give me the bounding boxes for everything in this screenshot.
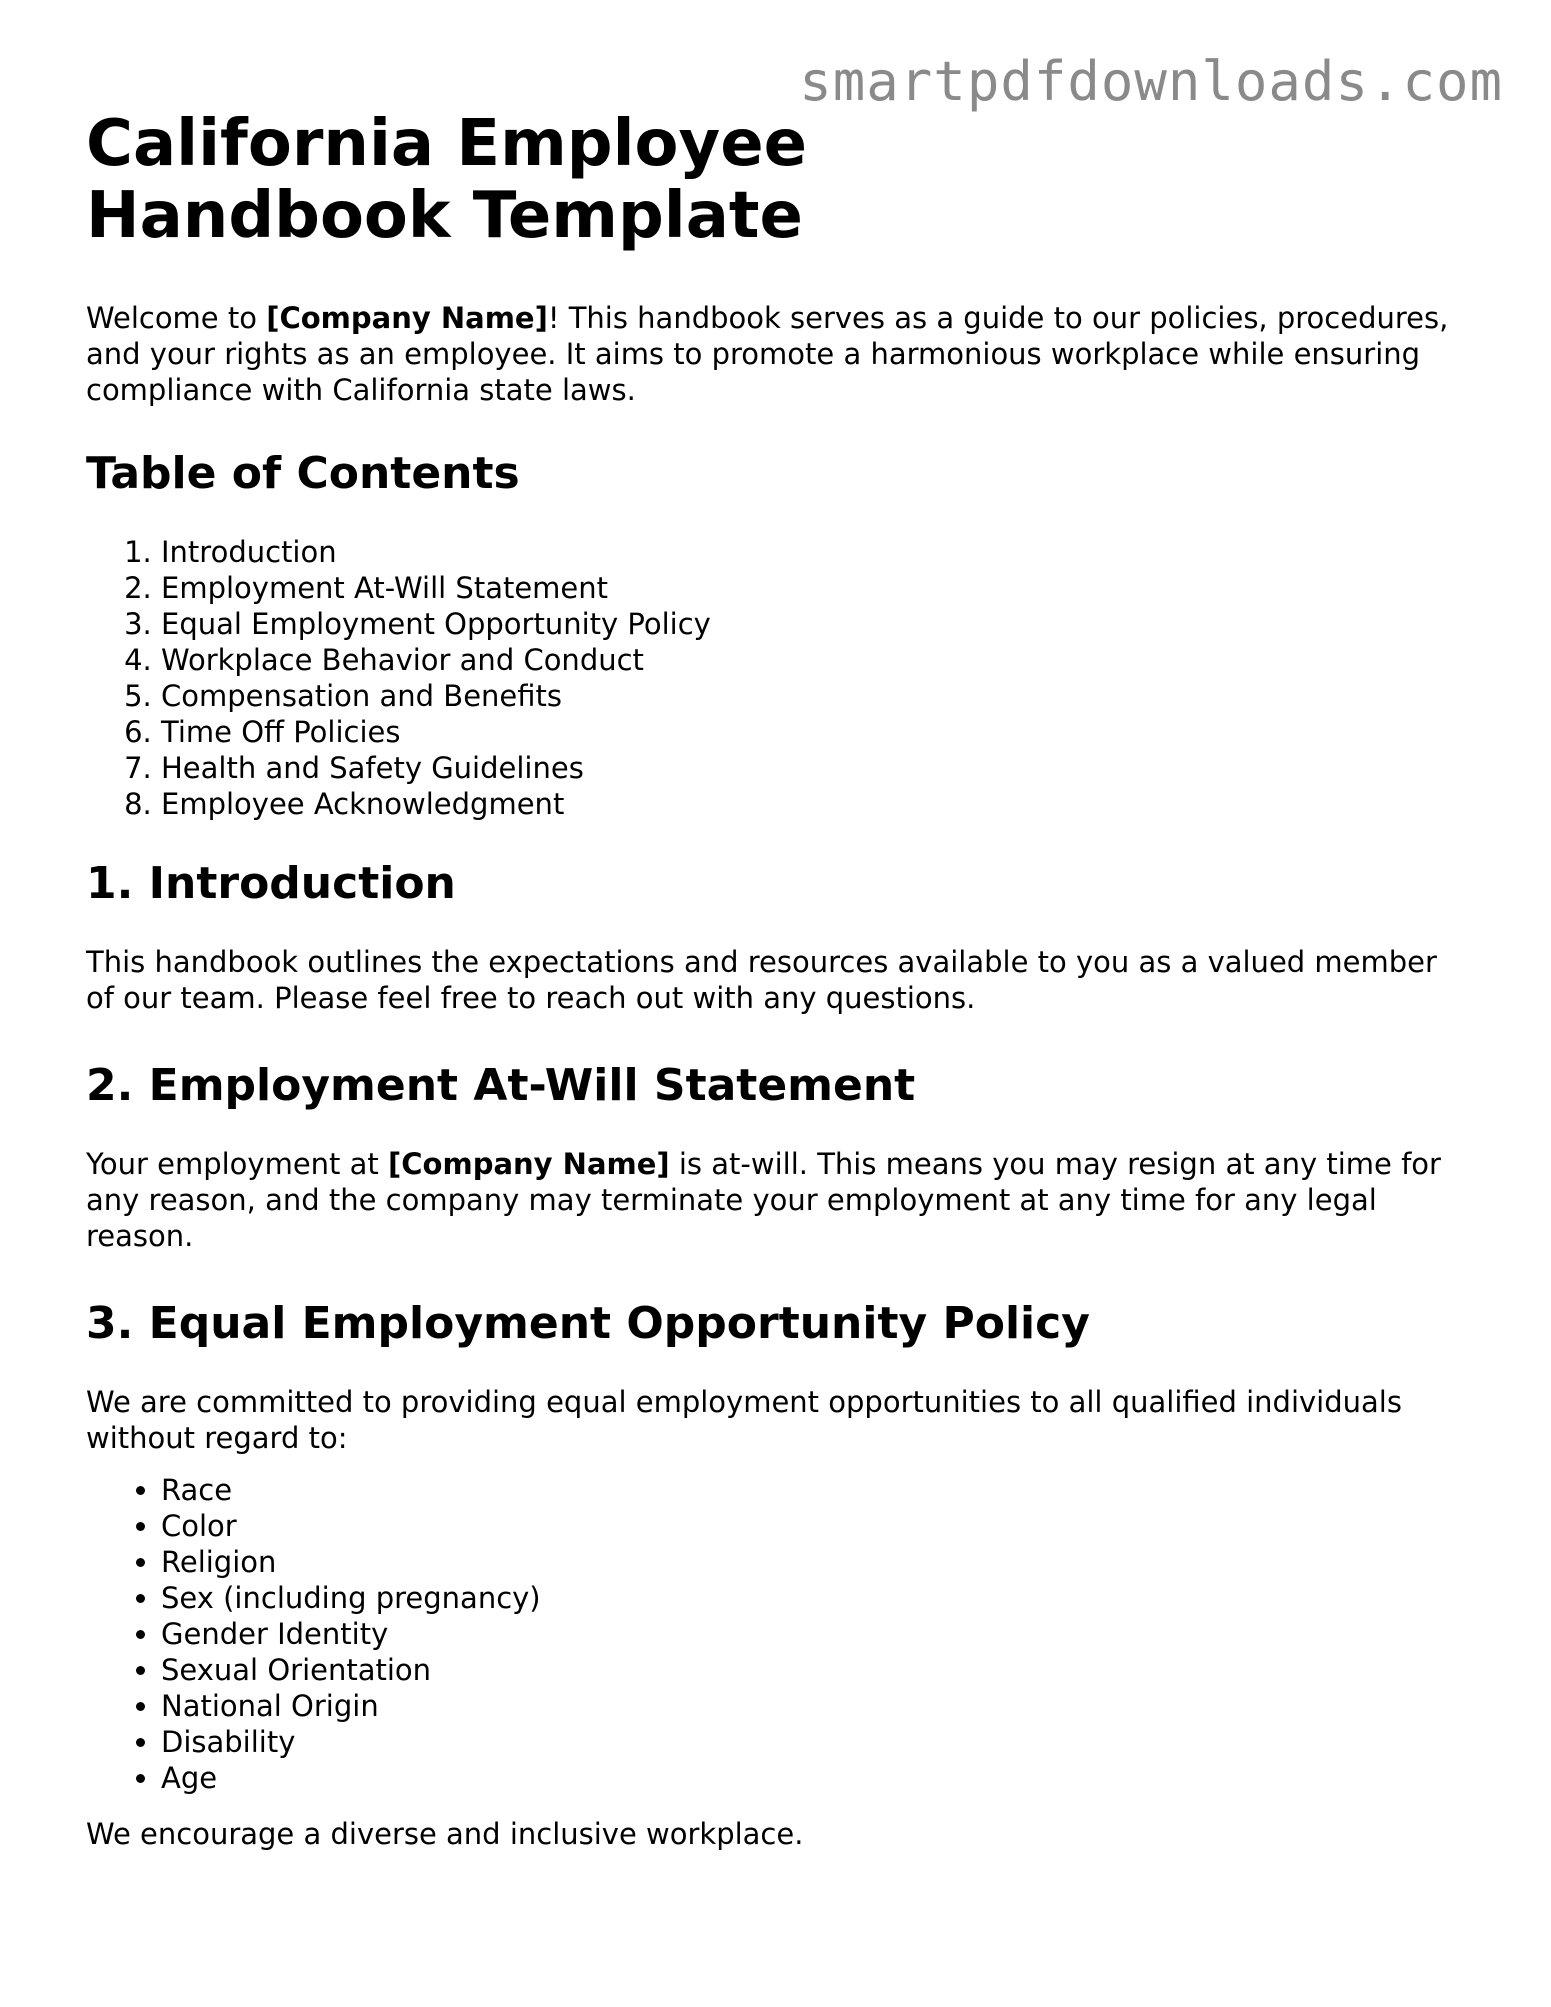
list-item: • Sexual Orientation (161, 1652, 1466, 1688)
list-item: • Race (161, 1472, 1466, 1508)
toc-item: 1. Introduction (161, 534, 1466, 570)
toc-item: 7. Health and Safety Guidelines (161, 750, 1466, 786)
list-item: • Disability (161, 1724, 1466, 1760)
at-will-suffix: is at-will. This means you may resign at any time for any reason, and the company may terminate your employment at any time for any legal reason. (86, 1147, 1441, 1253)
toc-item: 3. Equal Employment Opportunity Policy (161, 606, 1466, 642)
list-item: • Sex (including pregnancy) (161, 1580, 1466, 1616)
toc-item: 4. Workplace Behavior and Conduct (161, 642, 1466, 678)
list-item: • Religion (161, 1544, 1466, 1580)
company-name-placeholder: [Company Name] (388, 1147, 670, 1181)
toc-heading: Table of Contents (86, 448, 520, 499)
eeo-protected-list (86, 1472, 1466, 1796)
watermark: smartpdfdownloads.com (799, 50, 1503, 113)
list-item: • Color (161, 1508, 1466, 1544)
document-page (86, 108, 1466, 1896)
at-will-prefix: Your employment at (86, 1147, 389, 1181)
introduction-heading: 1. Introduction (86, 858, 456, 909)
toc-list (86, 534, 1466, 822)
welcome-suffix: ! This handbook serves as a guide to our policies, procedures, and your rights as an employee. It aims to promote a harmonious workplace while ensuring compliance with California state laws. (86, 301, 1449, 407)
document-title: California Employee Handbook Template (86, 107, 808, 253)
list-item: • Gender Identity (161, 1616, 1466, 1652)
toc-item: 8. Employee Acknowledgment (161, 786, 1466, 822)
toc-item: 2. Employment At-Will Statement (161, 570, 1466, 606)
toc-item: 5. Compensation and Benefits (161, 678, 1466, 714)
eeo-closing-paragraph: We encourage a diverse and inclusive workplace. (86, 1817, 804, 1851)
toc-item: 6. Time Off Policies (161, 714, 1466, 750)
introduction-paragraph: This handbook outlines the expectations and resources available to you as a valued member of our team. Please feel free to reach out with any questions. (86, 945, 1437, 1015)
welcome-prefix: Welcome to (86, 301, 267, 335)
list-item: • Age (161, 1760, 1466, 1796)
eeo-intro-paragraph: We are committed to providing equal employment opportunities to all qualified individuals without regard to: (86, 1385, 1402, 1455)
at-will-heading: 2. Employment At-Will Statement (86, 1060, 916, 1111)
company-name-placeholder: [Company Name] (266, 301, 548, 335)
list-item: • National Origin (161, 1688, 1466, 1724)
welcome-paragraph (86, 300, 1466, 408)
eeo-heading: 3. Equal Employment Opportunity Policy (86, 1298, 1090, 1349)
at-will-paragraph (86, 1146, 1466, 1254)
